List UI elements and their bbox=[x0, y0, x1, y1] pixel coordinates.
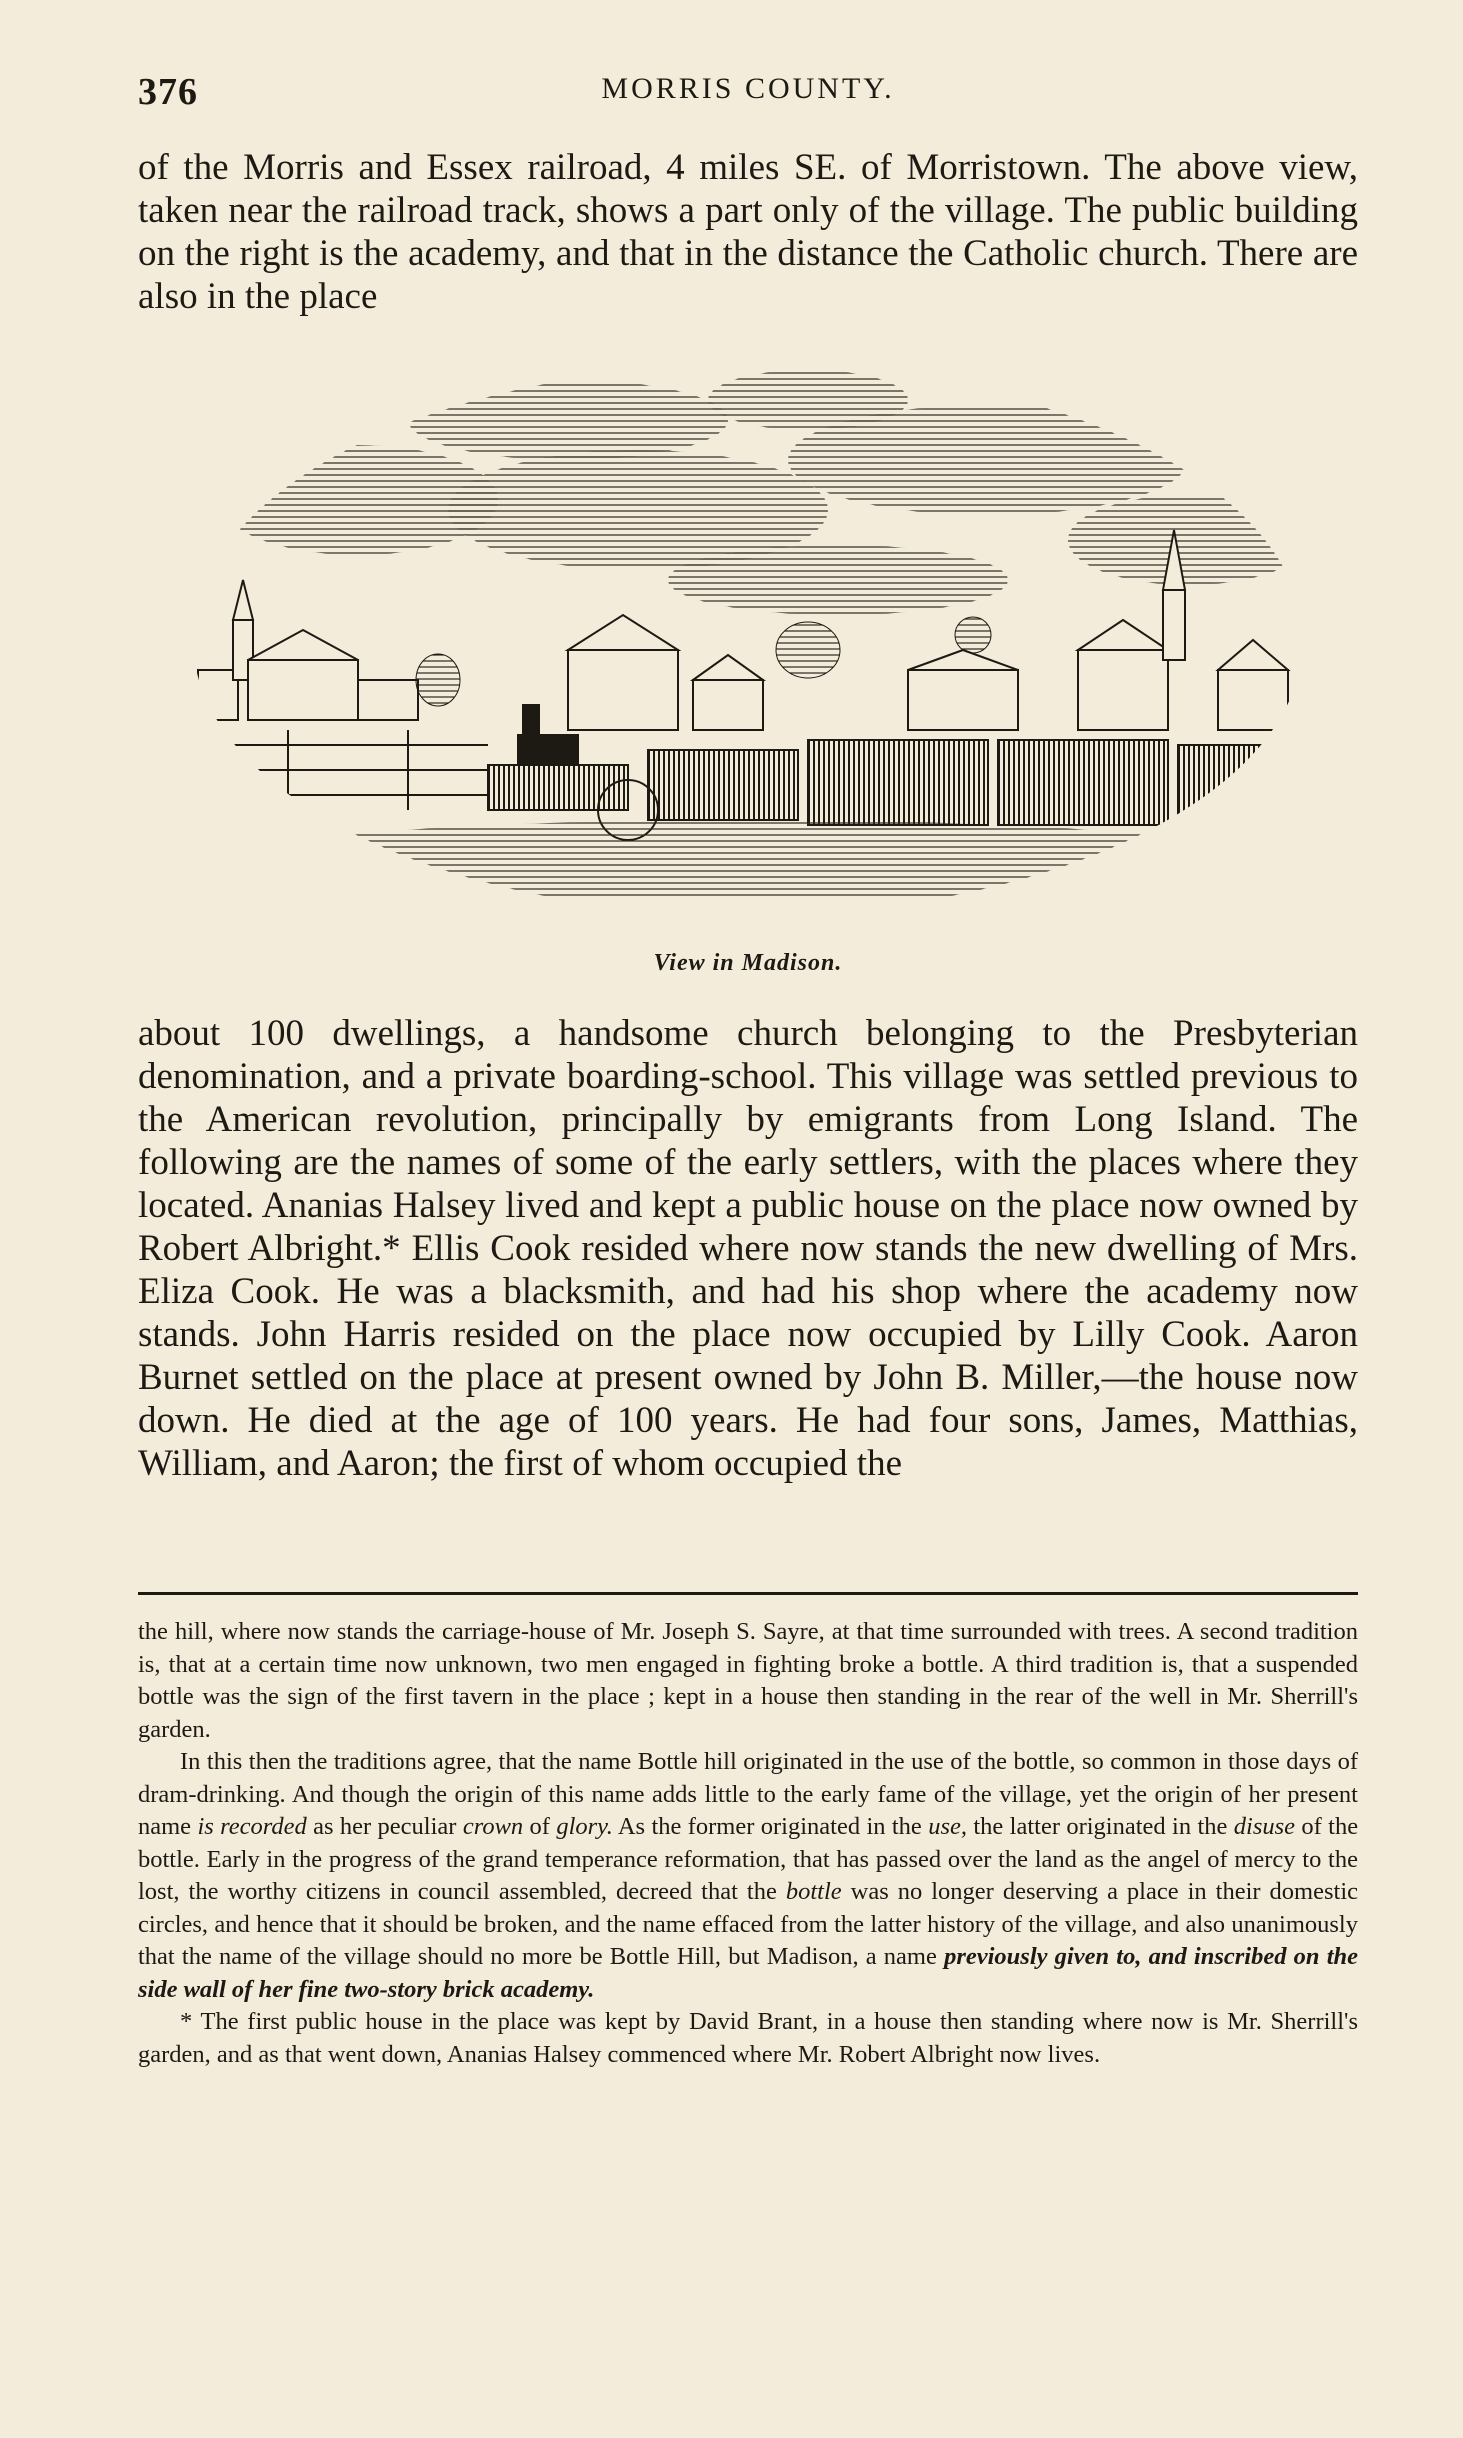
running-head: MORRIS COUNTY. bbox=[601, 72, 895, 105]
footnote-paragraph bbox=[138, 1746, 1358, 2006]
footnote-text: of bbox=[529, 1813, 550, 1840]
footnote-italic: bottle bbox=[785, 1878, 842, 1905]
ground bbox=[228, 820, 1268, 900]
footnote-italic: use, bbox=[928, 1813, 967, 1840]
footnote-bold-italic: previously given to, and inscribed on the side wall of her fine two-story brick academy. bbox=[138, 1943, 1359, 2003]
sky-clouds bbox=[218, 370, 1308, 615]
footnote-text: the latter originated in the bbox=[973, 1813, 1228, 1840]
page-number: 376 bbox=[138, 71, 198, 113]
body-paragraph-main bbox=[138, 1012, 1358, 1485]
engraving-view-in-madison bbox=[188, 360, 1308, 920]
footnote-paragraph: * The first public house in the place was kept by David Brant, in a house then standing where now is Mr. Sherrill's garden, and as that went down, Ananias Halsey commenced where Mr. Robert Albright now lives. bbox=[138, 2008, 1358, 2068]
footnote-text: of the bottle. Early in the progress of the grand temperance reformation, that has passed over the land as the angel of mercy to the lost, the worthy citizens in council assembled, decreed that the bbox=[138, 1813, 1359, 1905]
footnote-rule bbox=[138, 1592, 1358, 1595]
footnote-italic: glory. bbox=[556, 1813, 613, 1840]
footnote-italic: is recorded bbox=[197, 1813, 307, 1840]
footnote-paragraph: the hill, where now stands the carriage-house of Mr. Joseph S. Sayre, at that time surrounded with trees. A second tradition is, that at a certain time now unknown, two men engaged in fighting broke a bottle. A third tradition is, that a suspended bottle was the sign of the first tavern in the place ; kept in a house then standing in the rear of the well in Mr. Sherrill's garden. bbox=[138, 1618, 1358, 1743]
fence bbox=[188, 730, 488, 810]
paragraph-text: of the Morris and Essex railroad, 4 miles SE. of Morristown. The above view, taken near the railroad track, shows a part only of the village. The public building on the right is the academy, and that in the distance the Catholic church. There are also in the place bbox=[138, 147, 1358, 317]
body-paragraph-top bbox=[138, 146, 1358, 318]
illustration-caption: View in Madison. bbox=[653, 950, 843, 976]
footnotes bbox=[138, 1616, 1358, 2071]
footnote-text: as her peculiar bbox=[313, 1813, 457, 1840]
footnote-text: In this then the traditions agree, that the name Bottle hill originated in the use of the bottle, so common in those days of dram-drinking. And though the origin of this name adds little to the early fame of the village, yet the origin of her present name bbox=[138, 1748, 1358, 1840]
footnote-text: was no longer deserving a place in their domestic circles, and hence that it should be broken, and the name effaced from the latter history of the village, and also unanimously that the name of the village should no more be Bottle Hill, but Madison, a name bbox=[138, 1878, 1359, 1970]
footnote-italic: crown bbox=[462, 1813, 524, 1840]
paragraph-text: about 100 dwellings, a handsome church belonging to the Presbyterian denomination, and a private boarding-school. This village was settled previous to the American revolution, principally by emigrants from Long Island. The following are the names of some of the early settlers, with the places where they located. Ananias Halsey lived and kept a public house on the place now owned by Robert Albright.* Ellis Cook resided where now stands the new dwelling of Mrs. Eliza Cook. He was a blacksmith, and had his shop where the academy now stands. John Harris resided on the place now occupied by Lilly Cook. Aaron Burnet settled on the place at present owned by John B. Miller,—the house now down. He died at the age of 100 years. He had four sons, James, Matthias, William, and Aaron; the first of whom occupied the bbox=[138, 1013, 1358, 1484]
page-header bbox=[138, 70, 1358, 113]
footnote-italic: disuse bbox=[1233, 1813, 1296, 1840]
footnote-text: As the former originated in the bbox=[617, 1813, 922, 1840]
